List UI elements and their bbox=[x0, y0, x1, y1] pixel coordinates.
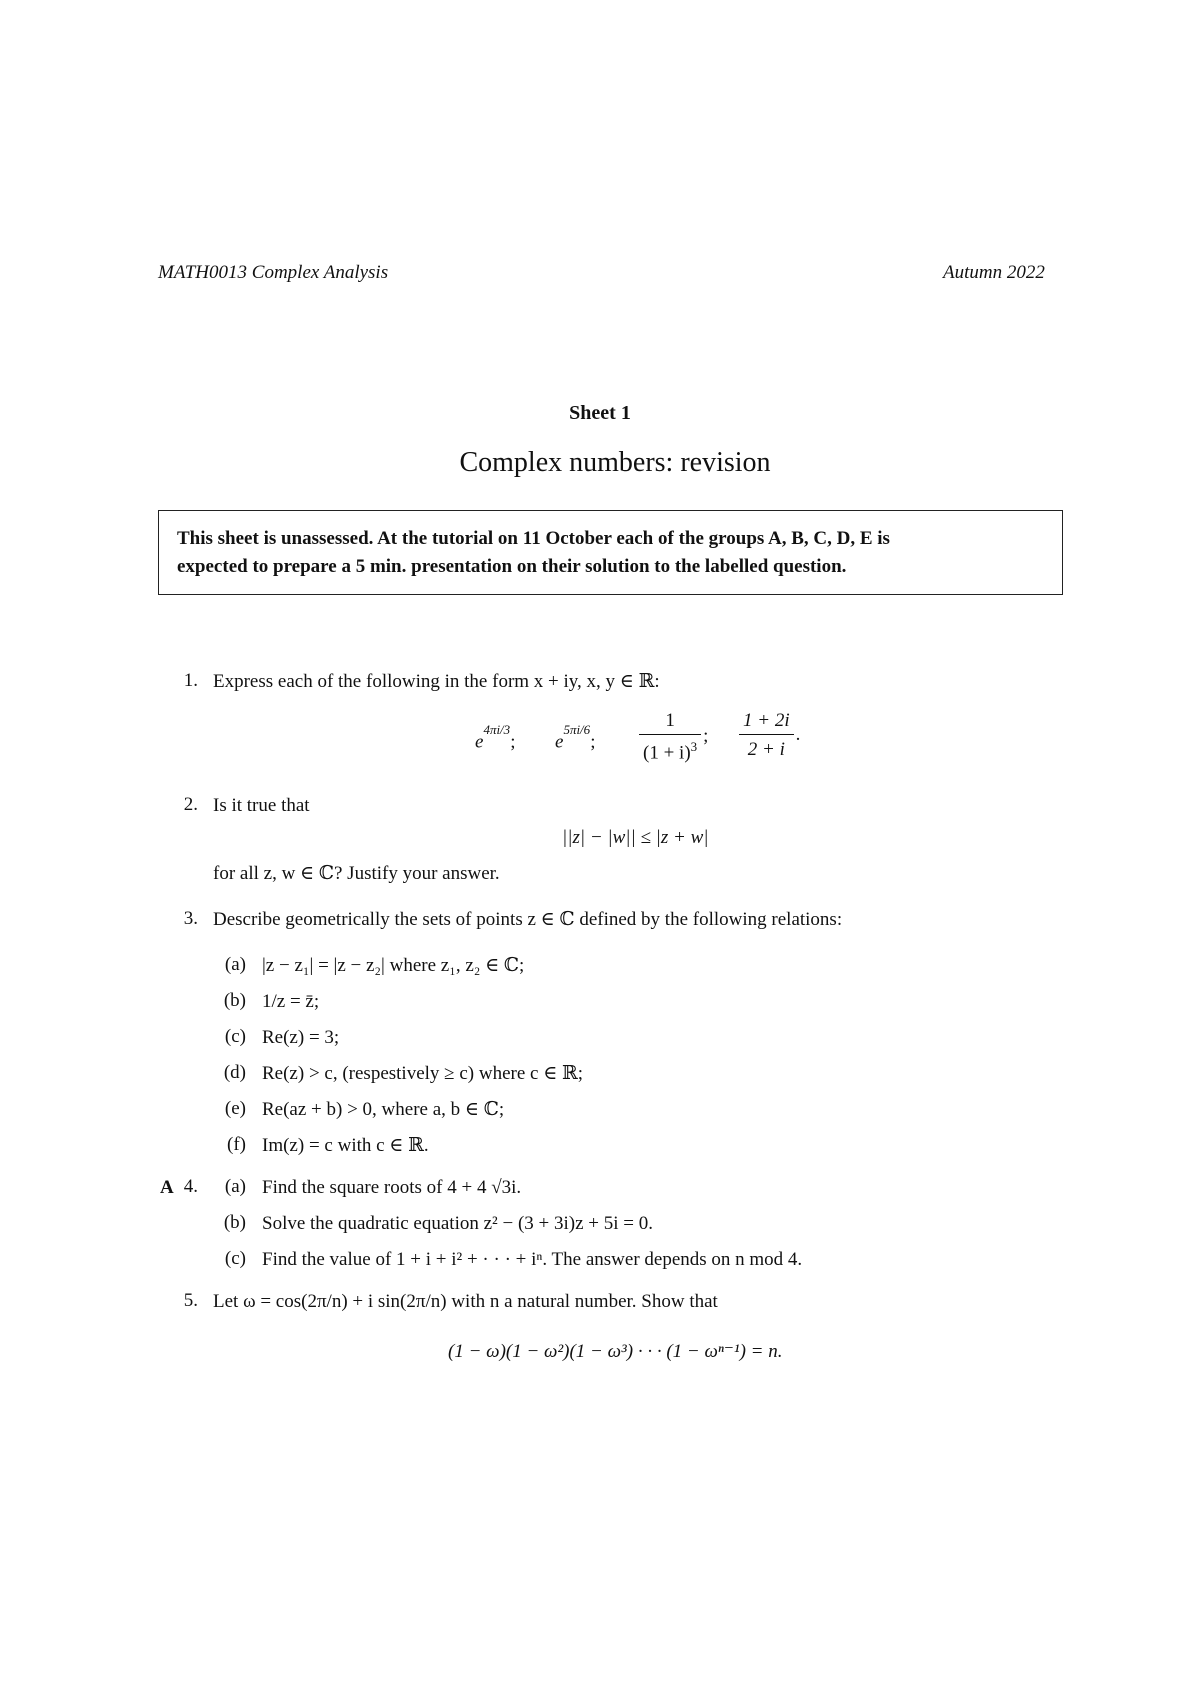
q3-part-d-label: (d) bbox=[223, 1062, 246, 1083]
q3-part-f-label: (f) bbox=[227, 1134, 246, 1155]
q3-part-e-label: (e) bbox=[224, 1098, 246, 1119]
expr-fraction-2: $\frac{1 + 2i}{2 + i}$ . bbox=[737, 710, 800, 761]
q4-part-b-text: Solve the quadratic equation z² − (3 + 3i)z + 5i = 0. bbox=[262, 1213, 653, 1234]
question-2-label: 2. bbox=[183, 794, 198, 815]
question-1-label: 1. bbox=[183, 670, 198, 691]
q3-part-e-text: Re(az + b) > 0, where a, b ∈ ℂ; bbox=[262, 1099, 505, 1120]
q4-part-c-label: (c) bbox=[224, 1248, 246, 1269]
question-4-group: A bbox=[160, 1177, 174, 1198]
sheet-number: Sheet 1 bbox=[569, 402, 631, 424]
question-3-label: 3. bbox=[183, 908, 198, 929]
q4-part-a-text: Find the square roots of 4 + 4 √3i. bbox=[262, 1177, 522, 1198]
question-2-after: for all z, w ∈ ℂ? Justify your answer. bbox=[213, 863, 500, 884]
term-label: Autumn 2022 bbox=[943, 262, 1045, 283]
q3-part-f-text: Im(z) = c with c ∈ ℝ. bbox=[262, 1135, 429, 1156]
notice-line-2: expected to prepare a 5 min. presentation on their solution to the labelled question. bbox=[177, 556, 847, 577]
question-3-text: Describe geometrically the sets of points z ∈ ℂ defined by the following relations: bbox=[213, 909, 843, 930]
notice-box bbox=[158, 510, 1063, 595]
q4-part-c-text: Find the value of 1 + i + i² + · · · + iⁿ. The answer depends on n mod 4. bbox=[262, 1249, 803, 1270]
question-2-formula: ||z| − |w|| ≤ |z + w| bbox=[562, 827, 709, 848]
q3-part-c-label: (c) bbox=[224, 1026, 246, 1047]
course-title: MATH0013 Complex Analysis bbox=[158, 262, 389, 283]
question-1-text: Express each of the following in the form x + iy, x, y ∈ ℝ: bbox=[213, 671, 660, 692]
q4-part-a-label: (a) bbox=[224, 1176, 246, 1197]
sheet-title: Complex numbers: revision bbox=[459, 447, 771, 478]
question-1-expressions bbox=[475, 706, 835, 766]
q3-part-a-text: |z − z₁| = |z − z₂| where z₁, z₂ ∈ ℂ; bbox=[262, 955, 525, 976]
q3-part-d-text: Re(z) > c, (respestively ≥ c) where c ∈ ℝ; bbox=[262, 1063, 584, 1084]
question-2-intro: Is it true that bbox=[213, 795, 310, 816]
q4-part-b-label: (b) bbox=[223, 1212, 246, 1233]
question-5-text: Let ω = cos(2π/n) + i sin(2π/n) with n a natural number. Show that bbox=[213, 1291, 718, 1312]
q3-part-b-text: 1/z = z̄; bbox=[262, 991, 320, 1012]
notice-line-1: This sheet is unassessed. At the tutorial on 11 October each of the groups A, B, C, D, E is bbox=[177, 528, 890, 549]
expr-exp-1: $e^{4\pi i/3}$; bbox=[475, 722, 516, 753]
question-4-label: 4. bbox=[183, 1176, 198, 1197]
expr-exp-2: $e^{5\pi i/6}$; bbox=[555, 722, 596, 753]
q3-part-a-label: (a) bbox=[224, 954, 246, 975]
q3-part-b-label: (b) bbox=[223, 990, 246, 1011]
question-5-formula: (1 − ω)(1 − ω²)(1 − ω³) · · · (1 − ωⁿ⁻¹) = n. bbox=[448, 1341, 783, 1362]
question-5-label: 5. bbox=[183, 1290, 198, 1311]
q3-part-c-text: Re(z) = 3; bbox=[262, 1027, 340, 1048]
expr-fraction-1: $\frac{1}{(1 + i)^3}$ ; bbox=[637, 710, 708, 764]
